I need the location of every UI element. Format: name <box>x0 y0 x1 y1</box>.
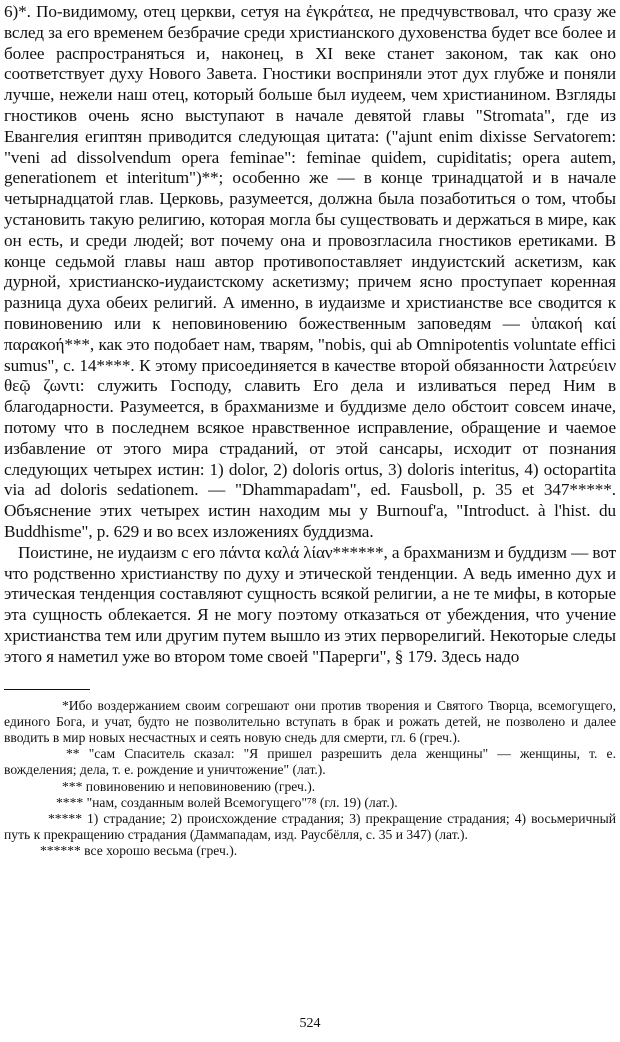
footnote: *** повиновению и неповиновению (греч.). <box>62 778 316 794</box>
footnotes <box>4 698 616 860</box>
footnote-separator <box>4 689 90 690</box>
footnote: ** "сам Спаситель сказал: "Я пришел разрешить дела женщины" — женщины, т. е. вожделения; дела, т. е. рождение и уничтожение" (лат.). <box>4 746 616 778</box>
footnote: **** "нам, созданным волей Всемогущего"⁷⁸ (гл. 19) (лат.). <box>56 794 398 810</box>
footnote: *Ибо воздержанием своим согрешают они против творения и Святого Творца, всемогущего, единого Бога, и учат, будто не позволительно вступать в брак и рожать детей, не позволено и далее вводить в мир новых несчастных и сеять новую снедь для смерти, гл. 6 (греч.). <box>4 697 616 745</box>
main-text <box>4 2 616 668</box>
paragraph: Поистине, не иудаизм с его πάντα καλά λίαν******, а брахманизм и буддизм — вот что родственно христианству по духу и этической тенденции. А ведь именно дух и этическая тенденция составляют сущность всякой религии, а не те мифы, в которые эта сущность облекается. Я не могу поэтому отказаться от убеждения, что учение христианства тем или другим путем вышло из этих перворелигий. Некоторые следы этого я наметил уже во втором томе своей "Парерги", § 179. Здесь надо <box>4 542 616 666</box>
footnote: ****** все хорошо весьма (греч.). <box>40 843 238 859</box>
paragraph: 6)*. По-видимому, отец церкви, сетуя на ἐγκράτεα, не предчувствовал, что сразу же вслед за его временем безбрачие среди христианского духовенства будет все более и более распространяться и, наконец, в XI веке станет законом, так как оно соответствует духу Нового Завета. Гностики восприняли этот дух глубже и поняли лучше, нежели наш отец, который больше был иудеем, чем христианином. Взгляды гностиков очень ясно выступают в начале девятой главы "Stromata", где из Евангелия египтян приводится следующая цитата: ("ajunt enim dixisse Servatorem: "veni ad dissolvendum opera feminae": feminae quidem, cupiditatis; opera autem, generationem et interitum")**; особенно же — в конце тринадцатой и в начале четырнадцатой глав. Церковь, разумеется, должна была позаботиться о том, чтобы установить такую религию, которая могла бы существовать и держаться в мире, как он есть, и среди людей; вот почему она и провозгласила гностиков еретиками. В конце седьмой главы наш автор противопоставляет индуистский аскетизм, как дурной, христианско-иудаистскому аскетизму; причем ясно проступает коренная разница духа обеих религий. А именно, в иудаизме и христианстве все сводится к повиновению или к неповиновению божественным заповедям — ὑπακοή καί παρακοή***, как это подобает нам, тварям, "nobis, qui ab Omnipotentis voluntate effici sumus", с. 14****. К этому присоединяется в качестве второй обязанности λατρεύειν θεῷ ζωντι: служить Господу, славить Его дела и изливаться перед Ним в благодарности. Разумеется, в брахманизме и буддизме дело обстоит совсем иначе, потому что в последнем всякое нравственное исправление, обращение и чаемое избавление от этого мира страданий, от этой сансары, исходит от познания следующих четырех истин: 1) dolor, 2) doloris ortus, 3) doloris interitus, 4) octopartita via ad doloris sedationem. — "Dhammapadam", ed. Fausboll, p. 35 et 347*****. Объяснение этих четырех истин находим мы у Burnouf'a, "Introduct. à l'hist. du Buddhisme", p. 629 и во всех изложениях буддизма. <box>4 2 616 541</box>
footnote: ***** 1) страдание; 2) происхождение страдания; 3) прекращение страдания; 4) восьмеричный путь к прекращению страдания (Даммападам, изд. Раусбёлля, с. 35 и 347) (лат.). <box>4 810 616 843</box>
page-number: 524 <box>299 1016 321 1031</box>
book-page <box>4 2 616 1038</box>
